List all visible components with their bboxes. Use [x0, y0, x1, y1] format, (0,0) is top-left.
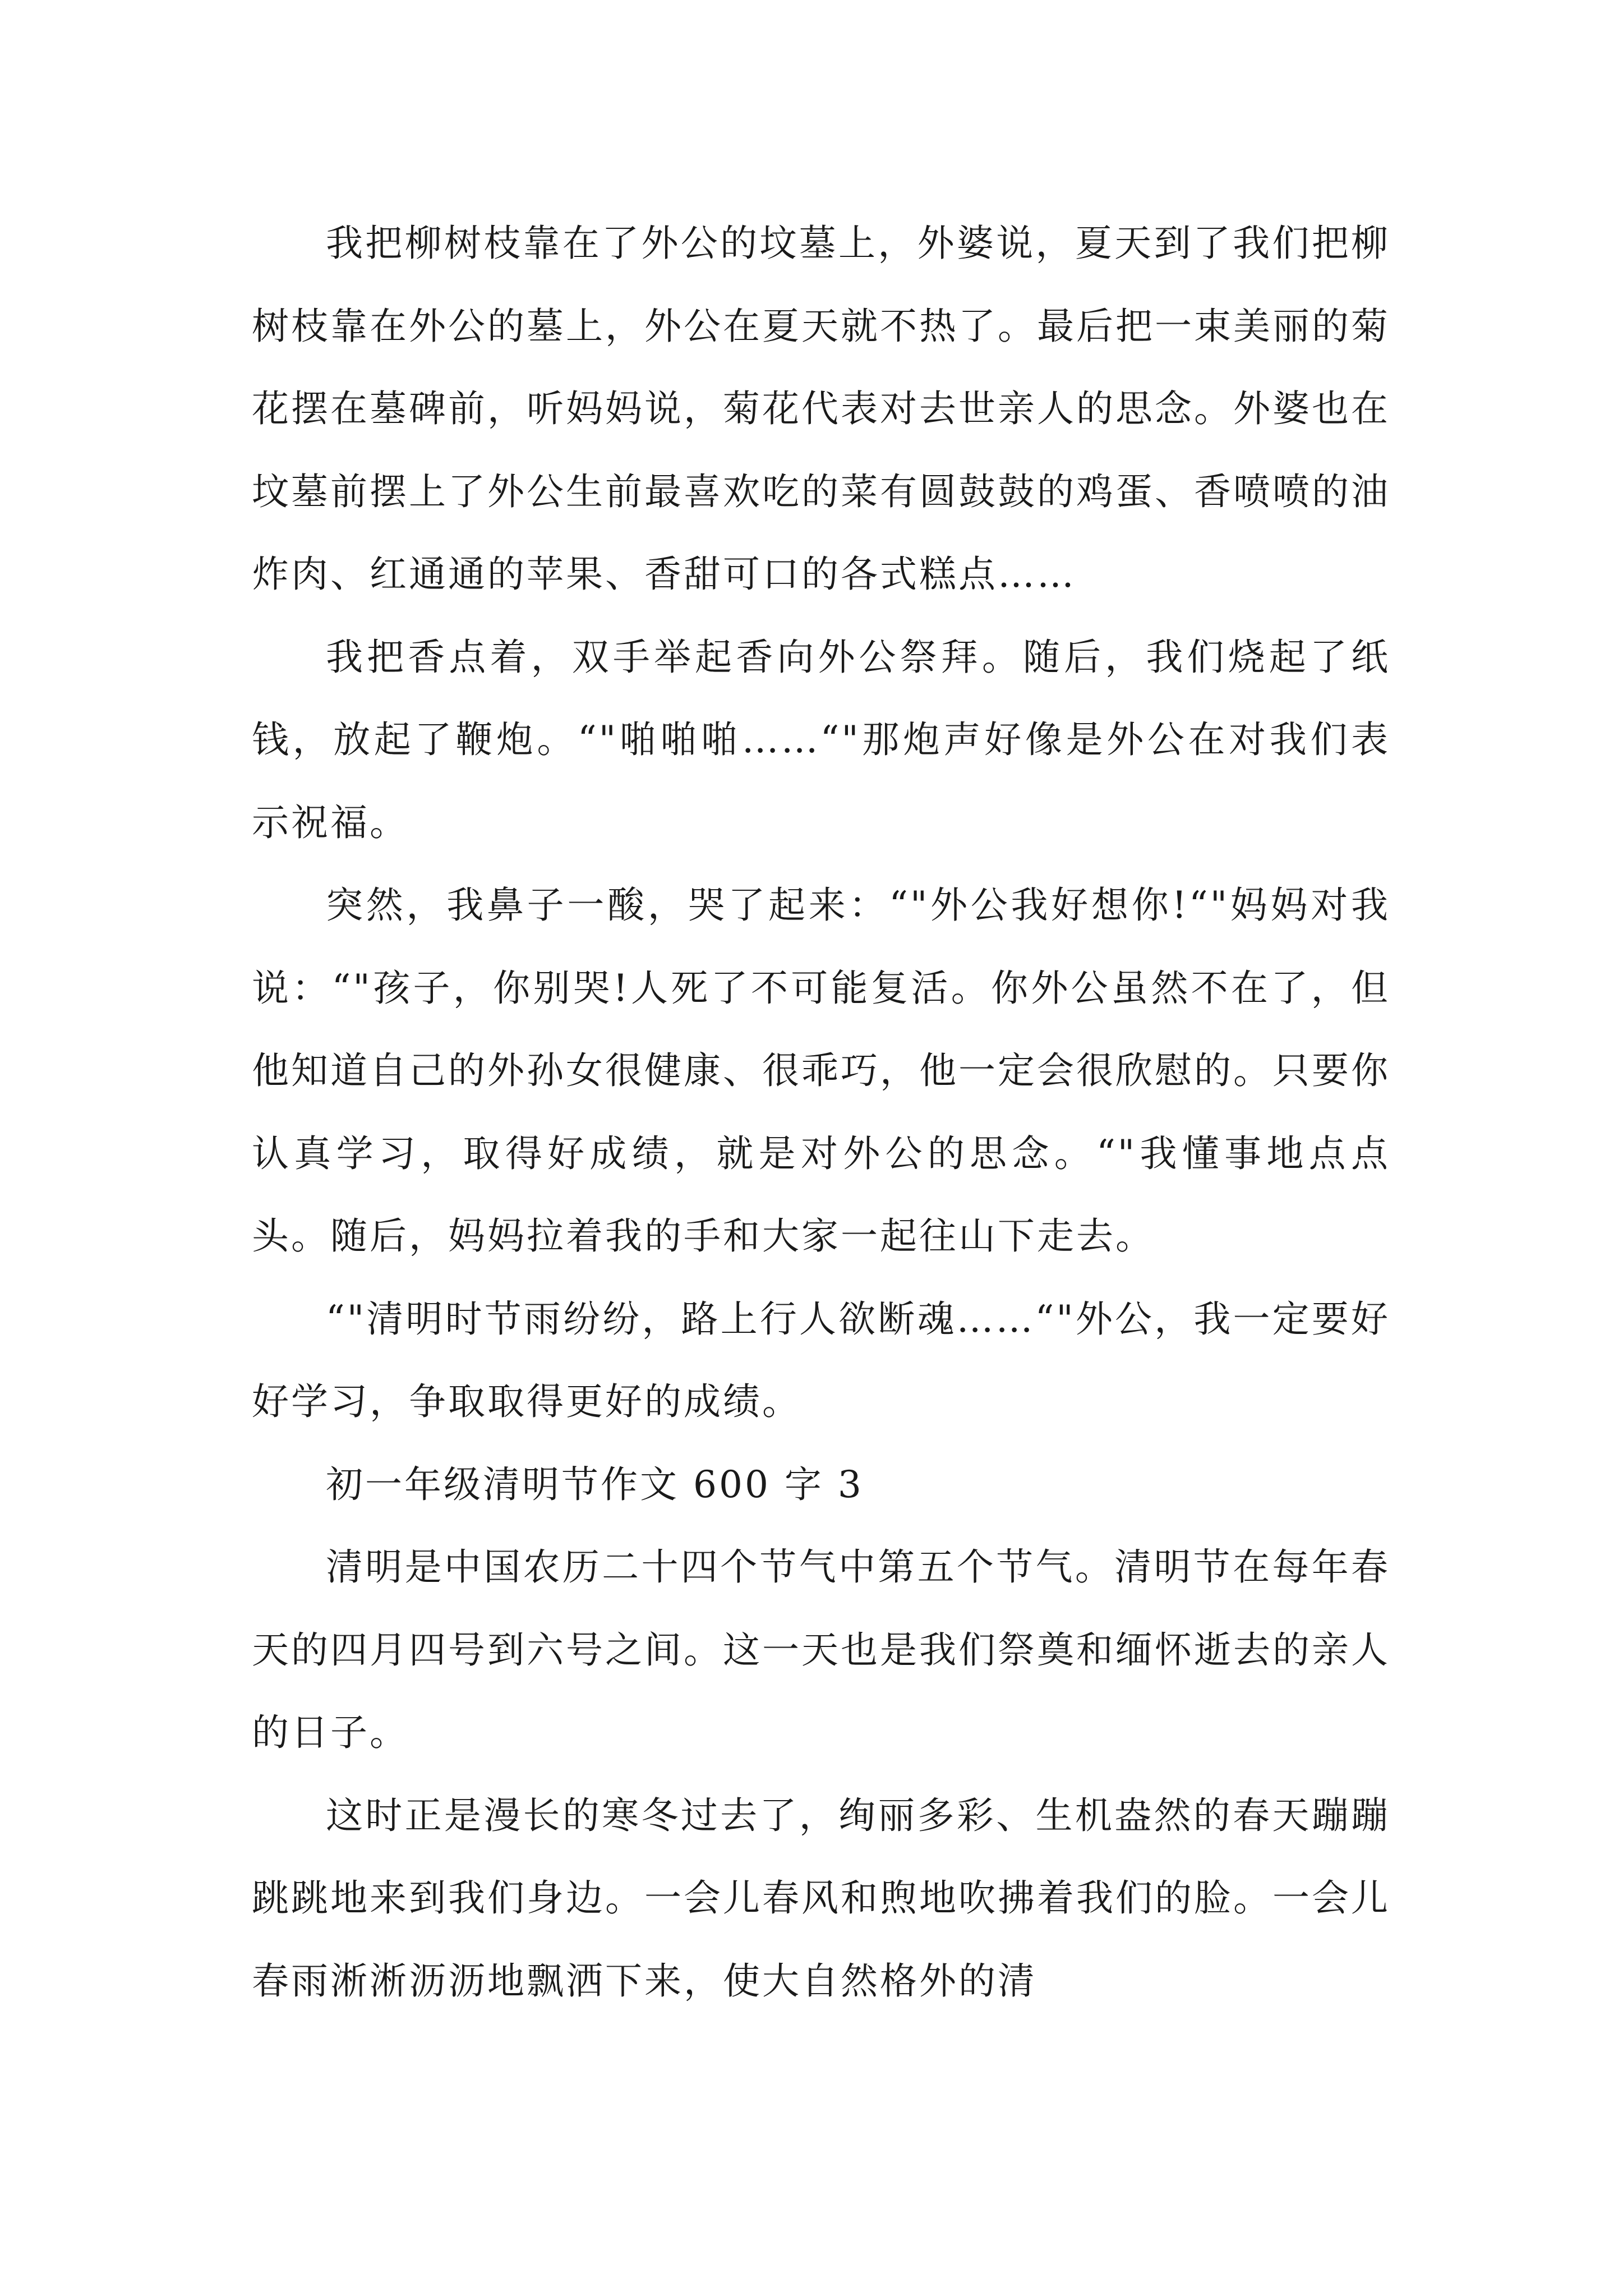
- paragraph-3: 突然，我鼻子一酸，哭了起来：“"外公我好想你!“"妈妈对我说：“"孩子，你别哭!人死了不可能复活。你外公虽然不在了，但他知道自己的外孙女很健康、很乖巧，他一定会很欣慰的。只要你认真学习，取得好成绩，就是对外公的思念。“"我懂事地点点头。随后，妈妈拉着我的手和大家一起往山下走去。: [252, 884, 1390, 1258]
- paragraph-5: 清明是中国农历二十四个节气中第五个节气。清明节在每年春天的四月四号到六号之间。这一天也是我们祭奠和缅怀逝去的亲人的日子。: [252, 1545, 1390, 1754]
- document-body: [252, 202, 1390, 2022]
- paragraph-2: 我把香点着，双手举起香向外公祭拜。随后，我们烧起了纸钱，放起了鞭炮。“"啪啪啪……“"那炮声好像是外公在对我们表示祝福。: [252, 635, 1390, 844]
- paragraph-4: “"清明时节雨纷纷，路上行人欲断魂……“"外公，我一定要好好学习，争取取得更好的成绩。: [252, 1297, 1390, 1423]
- section-heading: 初一年级清明节作文 600 字 3: [326, 1462, 864, 1506]
- paragraph-6: 这时正是漫长的寒冬过去了，绚丽多彩、生机盎然的春天蹦蹦跳跳地来到我们身边。一会儿春风和煦地吹拂着我们的脸。一会儿春雨淅淅沥沥地飘洒下来，使大自然格外的清: [252, 1793, 1390, 2003]
- paragraph-1: 我把柳树枝靠在了外公的坟墓上，外婆说，夏天到了我们把柳树枝靠在外公的墓上，外公在夏天就不热了。最后把一束美丽的菊花摆在墓碑前，听妈妈说，菊花代表对去世亲人的思念。外婆也在坟墓前摆上了外公生前最喜欢吃的菜有圆鼓鼓的鸡蛋、香喷喷的油炸肉、红通通的苹果、香甜可口的各式糕点……: [252, 222, 1390, 596]
